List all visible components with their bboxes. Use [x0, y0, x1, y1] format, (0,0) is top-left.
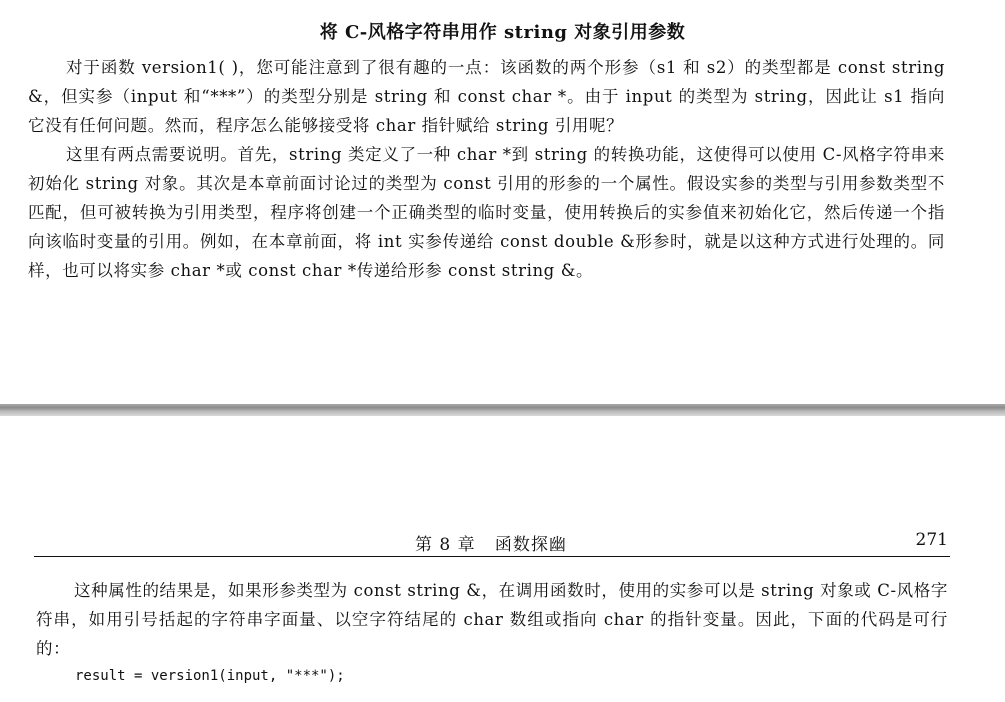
bottom-page [0, 416, 1005, 702]
paragraph-3: 这种属性的结果是，如果形参类型为 const string &，在调用函数时，使用的实参可以是 string 对象或 C-风格字符串，如用引号括起的字符串字面量、以空字符结尾的 char 数组或指向 char 的指针变量。因此，下面的代码是可行的： [36, 581, 948, 658]
paragraph-1: 对于函数 version1( )，您可能注意到了很有趣的一点：该函数的两个形参（s1 和 s2）的类型都是 const string &，但实参（input 和“***”）的类型分别是 string 和 const char *。由于 input 的类型为 string，因此让 s1 指向它没有任何问题。然而，程序怎么能够接受将 char 指针赋给 string 引用呢？ [28, 58, 945, 135]
page-number: 271 [915, 530, 948, 550]
page-header [34, 528, 950, 557]
page-divider [0, 404, 1005, 416]
section-title: 将 C-风格字符串用作 string 对象引用参数 [319, 22, 686, 43]
chapter-title: 第 8 章 函数探幽 [415, 535, 567, 555]
paragraph-2: 这里有两点需要说明。首先，string 类定义了一种 char *到 string 的转换功能，这使得可以使用 C-风格字符串来初始化 string 对象。其次是本章前面讨论过的类型为 const 引用的形参的一个属性。假设实参的类型与引用参数类型不匹配，但可被转换为引用类型，程序将创建一个正确类型的临时变量，使用转换后的实参值来初始化它，然后传递一个指向该临时变量的引用。例如，在本章前面，将 int 实参传递给 const double &形参时，就是以这种方式进行处理的。同样，也可以将实参 char *或 const char *传递给形参 const string &。 [28, 145, 945, 280]
code-line: result = version1(input, "***"); [75, 668, 345, 684]
